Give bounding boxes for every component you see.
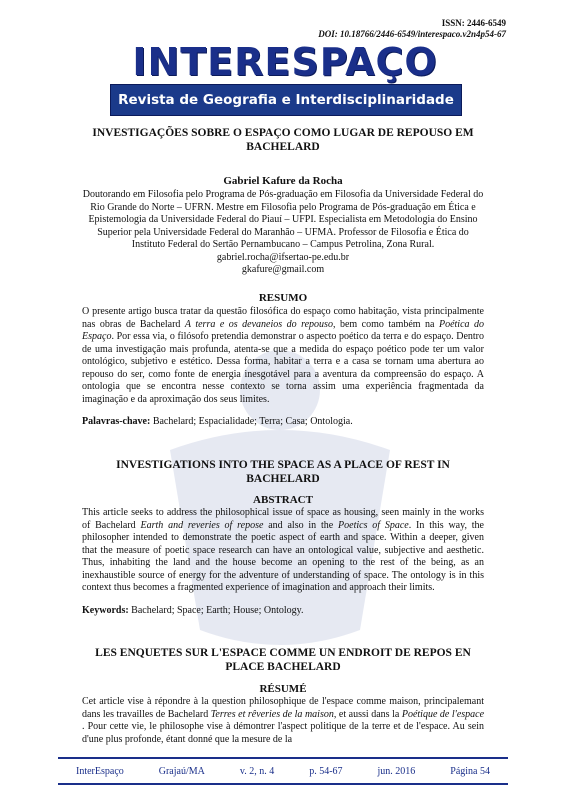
keywords-value: Bachelard; Space; Earth; House; Ontology. [128, 604, 304, 616]
author-name: Gabriel Kafure da Rocha [223, 175, 343, 187]
abstract-text [82, 507, 484, 595]
footer-pages: p. 54-67 [309, 765, 343, 777]
author-affiliation: Doutorando em Filosofia pelo Programa de Pós-graduação em Filosofia da Universidade Federal do Rio Grande do Norte – UFRN. Mestre em Filosofia pelo Programa de Pós-graduação em Ética e Epistemologia da Universidade Federal do Piauí – UFPI. Especialista em Metodologia do Ensino Superior pela Universidade Federal do Maranhão – UFMA. Professor de Filosofia e Ética do Instituto Federal do Sertão Pernambucano – Campus Petrolina, Zona Rural. [82, 189, 484, 250]
journal-logo [102, 40, 464, 120]
banner-subtitle: Revista de Geografia e Interdisciplinaridade [118, 92, 454, 108]
resume-text-part: . Pour cette vie, le philosophe vise à démontrer l'aspect politique de la terre et de l'espace. Au sein d'une plus profonde, étant donné que la mesure de la [82, 721, 484, 745]
author-email-2: gkafure@gmail.com [241, 264, 325, 275]
footer-page-number: Página 54 [450, 765, 490, 777]
abstract-work-title: Poetics of Space [338, 519, 409, 531]
footer-place: Grajaú/MA [158, 765, 205, 777]
issn-text: ISSN: 2446-6549 [441, 18, 506, 28]
resume-work-title: Terres et rêveries de la maison [210, 708, 334, 720]
journal-identifiers [318, 18, 506, 40]
article-title-en: INVESTIGATIONS INTO THE SPACE AS A PLACE OF REST IN BACHELARD [116, 459, 450, 485]
footer-journal: InterEspaço [76, 765, 124, 777]
resume-text-part: , et aussi dans la [333, 708, 402, 720]
article-title-pt: INVESTIGAÇÕES SOBRE O ESPAÇO COMO LUGAR DE REPOUSO EM BACHELARD [92, 127, 474, 153]
author-email-1: gabriel.rocha@ifsertao-pe.edu.br [216, 251, 350, 263]
footer-date: jun. 2016 [377, 765, 416, 777]
resumo-work-title: A terra e os devaneios do repouso [184, 318, 333, 330]
resume-work-title: Poétique de l'espace [401, 708, 485, 720]
abstract-text-part: and also in the [263, 519, 339, 531]
resumo-heading: RESUMO [258, 292, 308, 304]
keywords-value: Bachelard; Espacialidade; Terra; Casa; Ontologia. [150, 416, 353, 427]
doi-text: DOI: 10.18766/2446-6549/interespaco.v2n4p54-67 [318, 29, 506, 39]
abstract-heading: ABSTRACT [253, 494, 313, 506]
resumo-text-part: O presente artigo busca tratar da questão filosófica do espaço como habitação, vista principalmente nas obras de Bachelard [82, 306, 484, 330]
abstract-text-part: This article seeks to address the philosophical issue of space as housing, seen mainly in the works of Bachelard [82, 507, 484, 531]
author-block [82, 175, 484, 277]
article-title-fr: LES ENQUETES SUR L'ESPACE COMME UN ENDROIT DE REPOS EN PLACE BACHELARD [95, 647, 471, 673]
abstract-text-part: . In this way, the philosopher intended to demonstrate the poetic aspect of earth and space. Within a deeper, given that the measure of poetic space research can have an ontological value, subjective and aesthetic. Thus, inhabiting the land and the house become an opening to the rest of the being, as an inexhaustible source of energy for the adventure of understanding of space. The ontology is in this context thus becomes a fragmented experience of imagination and approach their limits. [82, 519, 484, 593]
resumo-work-title: Poética do Espaço [82, 318, 485, 342]
logo-wordmark: INTERESPAÇO [132, 40, 438, 84]
keywords-label: Keywords: [82, 604, 129, 616]
resume-heading: RÉSUMÉ [259, 683, 307, 695]
abstract-keywords [82, 605, 484, 616]
resumo-text [82, 306, 484, 406]
resume-text-part: Cet article vise à répondre à la question philosophique de l'espace comme maison, principalemant dans les travailles de Bachelard [82, 696, 484, 720]
resumo-keywords [82, 416, 484, 427]
abstract-section [82, 458, 484, 616]
resume-section [82, 646, 484, 746]
page-footer [58, 757, 508, 785]
resumo-text-part: , bem como também na [332, 318, 439, 330]
resume-text [82, 696, 484, 746]
keywords-label: Palavras-chave: [82, 416, 151, 427]
resumo-text-part: . Por essa via, o filósofo pretendia demonstrar o aspecto poético da terra e do espaço. Dentro de uma investigação mais profunda, atenta-se que a medida do espaço poético pode ter um valor ontológico, subjetivo e estético. Dessa forma, habitar a terra e a casa se tornam uma abertura ao repouso do ser, como fonte de energia inesgotável para a aventura da compreensão do espaço. A ontologia que se encontra nesse contexto se torna assim uma experiência fragmentada da imaginação e da aproximação dos seus limites. [82, 331, 484, 405]
resumo-section [82, 292, 484, 427]
abstract-work-title: Earth and reveries of repose [140, 519, 264, 531]
footer-volume: v. 2, n. 4 [239, 765, 275, 777]
journal-banner [110, 84, 462, 116]
